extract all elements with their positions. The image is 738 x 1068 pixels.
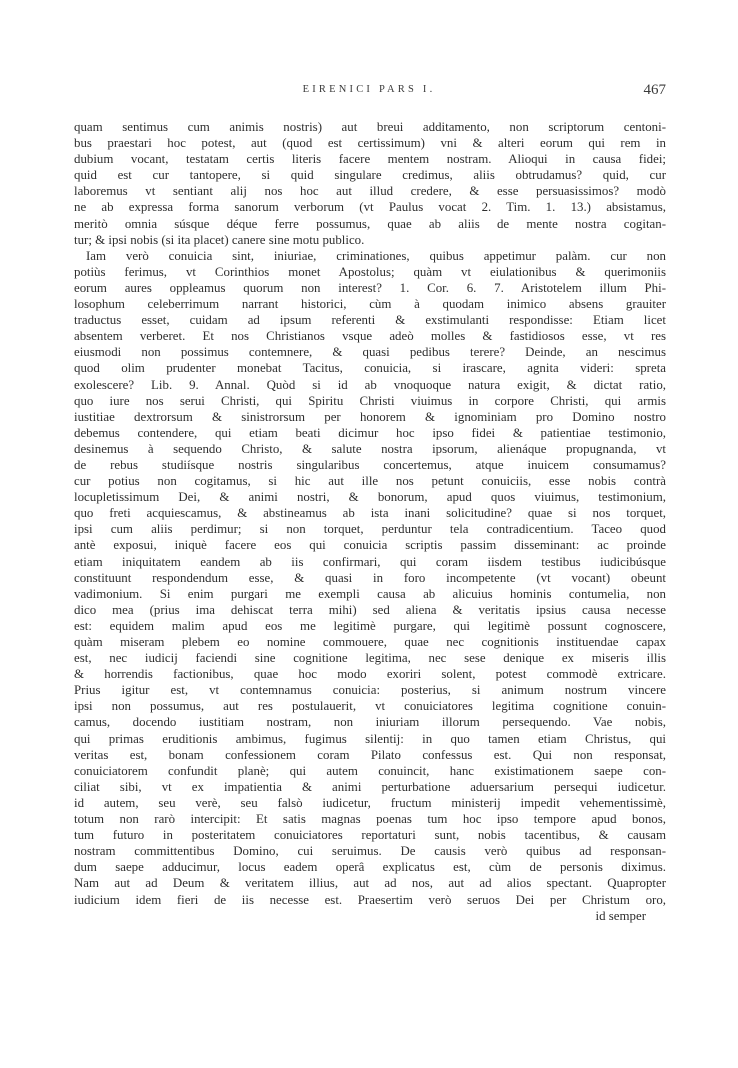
text-line: quid est cur tantopere, si quid singulare credimus, aliis obtrudamus? quid, cur (74, 168, 666, 183)
text-line: bus praestari hoc potest, aut (quod est certissimum) vni & alteri eorum qui rem in (74, 136, 666, 151)
text-line: quam sentimus cum animis nostris) aut breui additamento, non scriptorum centoni- (74, 120, 666, 134)
text-line: tum futuro in posteritatem conuiciatores reportaturi sunt, nobis tacentibus, & causam (74, 828, 666, 843)
text-line: exolescere? Lib. 9. Annal. Quòd si id ab vnoquoque natura exigit, & dictat ratio, (74, 377, 666, 392)
text-line: conuiciatorem confundit planè; qui autem conuincit, hanc existimationem saepe con- (74, 763, 666, 778)
text-line: desinemus à sequendo Christo, & salute nostra ipsorum, alienáque propugnanda, vt (74, 441, 666, 456)
text-line: dum saepe adducimur, locus eadem operâ explicatus est, cùm de personis diximus. (74, 860, 666, 875)
text-line: totum non rarò intercipit: Et satis magnas poenas tum hoc ipso tempore apud bonos, (74, 812, 666, 827)
text-line: qui primas eruditionis ambimus, fugimus silentij: in quo tamen etiam Christus, qui (74, 731, 666, 746)
running-title: EIRENICI PARS I. (302, 84, 436, 95)
text-line: Nam aut ad Deum & veritatem illius, aut ad nos, aut ad alios spectant. Quapropter (74, 876, 666, 891)
text-line: cur potius non cogitamus, si hic aut ille nos petunt conuiciis, esse nobis contrà (74, 474, 666, 489)
text-line: debemus contendere, qui etiam beati dicimur hoc ipso fidei & patientiae testimonio, (74, 425, 666, 440)
catchword: id semper (595, 908, 646, 923)
text-line: locupletissimum Dei, & animi nostri, & bonorum, apud quos viuimus, testimonium, (74, 490, 666, 505)
text-line: iudicium idem fieri de iis necesse est. Praesertim verò seruos Dei per Christum oro, (74, 892, 666, 907)
text-line: ciliat sibi, vt ex impatientia & animi perturbatione aduersarium persequi iudicetur. (74, 779, 666, 794)
text-line: ne ab expressa forma sanorum verborum (vt Paulus vocat 2. Tim. 1. 13.) absistamus, (74, 200, 666, 215)
text-line: ipsi cum aliis perdimur; si non torquet, perduntur tela contradicentium. Taceo quod (74, 522, 666, 537)
text-line: meritò omnia súsque déque ferre possumus, quae ab aliis de mente nostra cogitan- (74, 216, 666, 231)
text-line: eiusmodi non possimus contemnere, & quasi pedibus terere? Deinde, an nescimus (74, 345, 666, 360)
text-line: de rebus studiísque nostris singularibus concertemus, atque inuicem consumamus? (74, 457, 666, 472)
text-line: losophum celeberrimum narrant historici, cùm à quodam inimico absens grauiter (74, 297, 666, 312)
text-line: dico mea (prius ima dehiscat terra mihi) sed aliena & veritatis ipsius causa necesse (74, 602, 666, 617)
text-line: vadimonium. Si enim purgari me exempli causa ab alicuius hominis contumelia, non (74, 586, 666, 601)
text-line: etiam iniquitatem eandem ab iis confirmari, qui coram iisdem testibus iudicibúsque (74, 554, 666, 569)
text-line: quod olim prudenter monebat Tacitus, conuicia, si irascare, agnita videri: spreta (74, 361, 666, 376)
text-line: traductus esset, cuidam ad ipsum referenti & exstimulanti respondisse: Etiam licet (74, 313, 666, 328)
text-line: iustitiae dextrorsum & sinistrorsum per honorem & ignominiam pro Domino nostro (74, 409, 666, 424)
text-line: absentem verberet. Et nos Christianos vsque adeò molles & fastidiosos esse, vt res (74, 329, 666, 344)
text-line: constituunt respondendum esse, & quasi in foro incompetente (vt vocant) obeunt (74, 570, 666, 585)
text-line: eorum aures oppleamus quorum non interest? 1. Cor. 6. 7. Aristotelem illum Phi- (74, 280, 666, 295)
text-line: potiùs ferimus, vt Corinthios monet Apostolus; quàm vt eiulationibus & querimoniis (74, 264, 666, 279)
text-line: est: equidem malim apud eos me legitimè purgare, qui legitimè possunt cognoscere, (74, 618, 666, 633)
text-line: ipsi non possumus, aut res postulauerit, vt conuiciatores legitima cognitione conuin- (74, 699, 666, 714)
running-head (0, 84, 738, 104)
text-line: & horrendis factionibus, quae hoc modo exoriri solent, potest commodè extricare. (74, 667, 666, 682)
text-line: veritas est, bonam confessionem coram Pilato confessus est. Qui non responsat, (74, 747, 666, 762)
text-line: quo freti acquiescamus, & abstineamus ab ista inani solicitudine? quae si nos torquet, (74, 506, 666, 521)
text-line: laboremus vt sentiant alij nos hoc aut illud credere, & esse persuasissimos? modò (74, 184, 666, 199)
text-line: antè exposui, iniquè facere eos qui conuicia scriptis passim disseminant: ac proinde (74, 538, 666, 553)
page-number: 467 (643, 82, 666, 98)
text-line: camus, docendo iustitiam nostram, non iniuriam illorum persequendo. Vae nobis, (74, 715, 666, 730)
text-line: est, nec iudicij faciendi sine cognitione legitima, nec sese denique ex miseris illis (74, 651, 666, 666)
text-line: quàm miseram plebem eo nomine commouere, quae nec cognitionis instituendae capax (74, 635, 666, 649)
text-line: dubium vocant, testatam certis literis facere mentem nostram. Alioqui in causa fidei; (74, 152, 666, 167)
text-line: id autem, seu verè, seu falsò iudicetur, fructum ministerij impedit vehementissimè, (74, 795, 666, 810)
text-line: quo iure nos serui Christi, qui Spiritu Christi viuimus in corpore Christi, qui armis (74, 393, 666, 408)
text-line: tur; & ipsi nobis (si ita placet) canere sine motu publico. (74, 232, 365, 247)
text-line: Prius igitur est, vt contemnamus conuicia: posterius, si animum nostrum vincere (74, 683, 666, 698)
body-text (74, 119, 666, 924)
text-line: Iam verò conuicia sint, iniuriae, criminationes, quibus appetimur palàm. cur non (86, 248, 666, 263)
text-line: nostram committentibus Domino, cui seruimus. De causis verò quibus ad responsan- (74, 844, 666, 859)
